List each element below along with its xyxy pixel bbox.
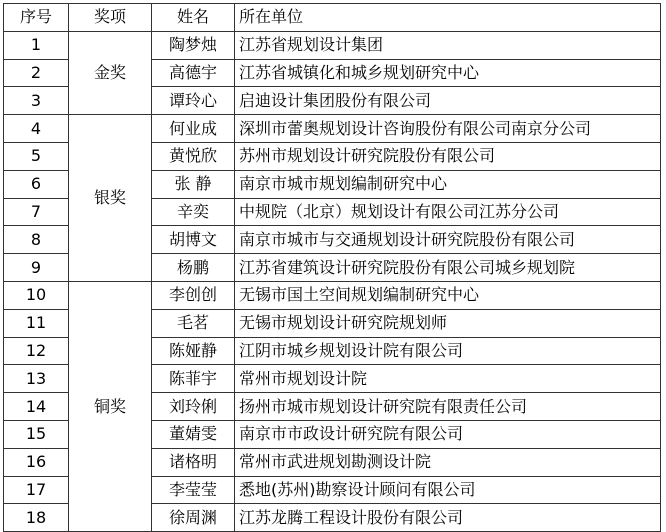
header-name: 姓名 xyxy=(152,4,235,32)
row-number: 16 xyxy=(4,448,69,476)
winner-name: 徐周渊 xyxy=(152,504,235,532)
winner-organization: 南京市城市规划编制研究中心 xyxy=(235,170,661,198)
table-header-row xyxy=(4,4,661,32)
row-number: 5 xyxy=(4,142,69,170)
winner-organization: 悉地(苏州)勘察设计顾问有限公司 xyxy=(235,476,661,504)
winner-organization: 扬州市城市规划设计研究院有限责任公司 xyxy=(235,393,661,421)
table-body xyxy=(4,31,661,531)
header-no: 序号 xyxy=(4,4,69,32)
row-number: 15 xyxy=(4,420,69,448)
row-number: 6 xyxy=(4,170,69,198)
winner-name: 黄悦欣 xyxy=(152,142,235,170)
winner-name: 高德宇 xyxy=(152,59,235,87)
winner-organization: 江苏省规划设计集团 xyxy=(235,31,661,59)
winner-name: 陈娅静 xyxy=(152,337,235,365)
winner-name: 诸格明 xyxy=(152,448,235,476)
table-row xyxy=(4,31,661,59)
winner-name: 李莹莹 xyxy=(152,476,235,504)
header-award: 奖项 xyxy=(69,4,152,32)
winner-organization: 南京市城市与交通规划设计研究院股份有限公司 xyxy=(235,226,661,254)
winner-organization: 常州市武进规划勘测设计院 xyxy=(235,448,661,476)
winner-name: 谭玲心 xyxy=(152,87,235,115)
winner-organization: 苏州市规划设计研究院股份有限公司 xyxy=(235,142,661,170)
winner-organization: 中规院（北京）规划设计有限公司江苏分公司 xyxy=(235,198,661,226)
row-number: 8 xyxy=(4,226,69,254)
winner-name: 董婧雯 xyxy=(152,420,235,448)
award-level: 银奖 xyxy=(69,115,152,282)
row-number: 18 xyxy=(4,504,69,532)
winner-name: 胡博文 xyxy=(152,226,235,254)
winner-name: 陶梦烛 xyxy=(152,31,235,59)
row-number: 7 xyxy=(4,198,69,226)
winner-name: 张 静 xyxy=(152,170,235,198)
winner-name: 李创创 xyxy=(152,281,235,309)
row-number: 12 xyxy=(4,337,69,365)
award-level: 金奖 xyxy=(69,31,152,114)
winner-organization: 江苏龙腾工程设计股份有限公司 xyxy=(235,504,661,532)
award-winners-table xyxy=(3,3,661,532)
table-row xyxy=(4,115,661,143)
winner-name: 刘玲俐 xyxy=(152,393,235,421)
award-level: 铜奖 xyxy=(69,281,152,531)
winner-name: 毛茗 xyxy=(152,309,235,337)
winner-name: 何业成 xyxy=(152,115,235,143)
winner-organization: 江苏省城镇化和城乡规划研究中心 xyxy=(235,59,661,87)
row-number: 9 xyxy=(4,254,69,282)
row-number: 13 xyxy=(4,365,69,393)
winner-organization: 启迪设计集团股份有限公司 xyxy=(235,87,661,115)
row-number: 10 xyxy=(4,281,69,309)
winner-organization: 南京市市政设计研究院有限公司 xyxy=(235,420,661,448)
row-number: 17 xyxy=(4,476,69,504)
winner-organization: 江苏省建筑设计研究院股份有限公司城乡规划院 xyxy=(235,254,661,282)
winner-organization: 江阴市城乡规划设计院有限公司 xyxy=(235,337,661,365)
table-row xyxy=(4,281,661,309)
winner-name: 辛奕 xyxy=(152,198,235,226)
row-number: 2 xyxy=(4,59,69,87)
row-number: 11 xyxy=(4,309,69,337)
winner-name: 陈菲宇 xyxy=(152,365,235,393)
row-number: 14 xyxy=(4,393,69,421)
winner-organization: 常州市规划设计院 xyxy=(235,365,661,393)
winner-organization: 深圳市蕾奥规划设计咨询股份有限公司南京分公司 xyxy=(235,115,661,143)
winner-name: 杨鹏 xyxy=(152,254,235,282)
row-number: 1 xyxy=(4,31,69,59)
row-number: 4 xyxy=(4,115,69,143)
header-org: 所在单位 xyxy=(235,4,661,32)
winner-organization: 无锡市国土空间规划编制研究中心 xyxy=(235,281,661,309)
winner-organization: 无锡市规划设计研究院规划师 xyxy=(235,309,661,337)
row-number: 3 xyxy=(4,87,69,115)
